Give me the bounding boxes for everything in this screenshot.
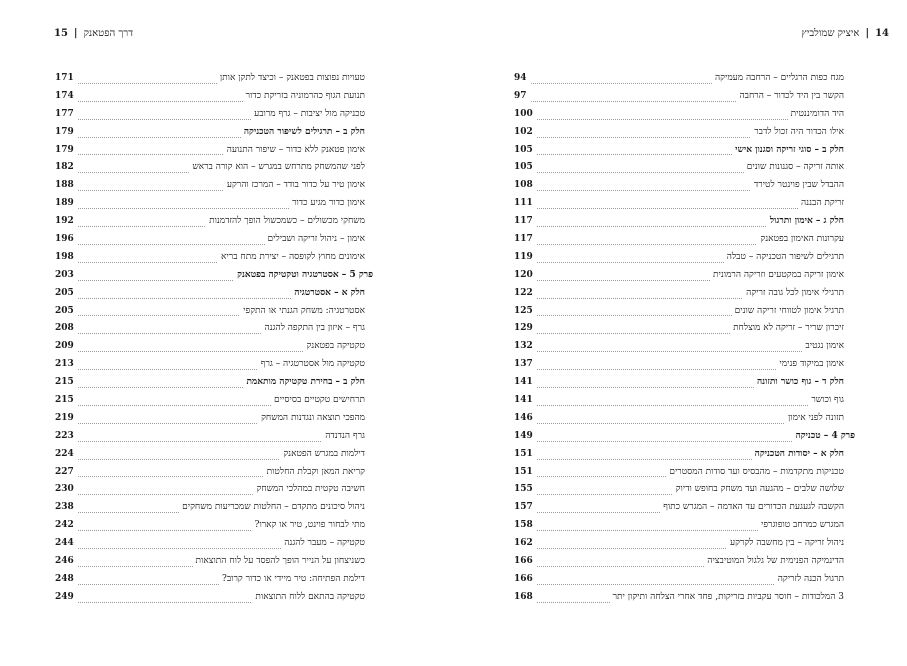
toc-entry (514, 464, 844, 482)
entry-title: 3 המלכודות – חוסר עקביות בזריקות, פחד אחרי הצלחה ותיקון יתר (610, 589, 844, 607)
entry-title: חלק ב – תרגילים לשיפור הטכניקה (241, 124, 365, 142)
entry-title: תנועת הגוף כהרמוניה בזריקת כדור (243, 88, 365, 106)
entry-page-number: 208 (55, 320, 77, 338)
entry-page-number: 188 (55, 177, 77, 195)
entry-page-number: 117 (514, 213, 536, 231)
page-number: 15 (54, 28, 68, 39)
entry-title: טעויות נפוצות בפטאנק – וכיצד לתקן אותן (217, 70, 365, 88)
toc-entry (514, 124, 844, 142)
entry-title: אימון פטאנק ללא כדור – שיפור התנועה (224, 142, 365, 160)
entry-title: ניהול סיכונים מתקדם – החלטות שמכריעות משחקים (179, 499, 365, 517)
entry-page-number: 94 (514, 70, 530, 88)
entry-title: דילמות במגרש הפטאנק (280, 446, 365, 464)
entry-title: פרק 5 – אסטרטגיה וטקטיקה בפטאנק (234, 267, 373, 285)
entry-title: תרגילים לשיפור הטכניקה – טבלה (724, 249, 844, 267)
entry-page-number: 132 (514, 338, 536, 356)
running-header (54, 28, 133, 39)
toc-entry (514, 338, 844, 356)
entry-title: ההבדל שבין פוינטר לטירד (751, 177, 844, 195)
entry-title: משחקי מכשולים – כשמכשול הופך להזדמנות (206, 213, 365, 231)
toc-entry (514, 481, 844, 499)
entry-title: זיכרון שריר – זריקה לא מוצלחת (730, 320, 844, 338)
toc-entry (514, 303, 844, 321)
entry-page-number: 166 (514, 553, 536, 571)
entry-title: תרגול הכנה לזריקה (775, 571, 844, 589)
toc-entry (514, 356, 844, 374)
toc-entry (55, 553, 365, 571)
entry-page-number: 171 (55, 70, 77, 88)
entry-page-number: 146 (514, 410, 536, 428)
entry-title: גוף וכושר (808, 392, 844, 410)
entry-page-number: 117 (514, 231, 536, 249)
entry-page-number: 192 (55, 213, 77, 231)
entry-title: לפני שהמשחק מתרחש במגרש – הוא קורה בראש (189, 159, 365, 177)
entry-page-number: 215 (55, 392, 77, 410)
entry-page-number: 224 (55, 446, 77, 464)
toc-entry (514, 285, 844, 303)
page-number: 14 (875, 28, 889, 39)
toc-section-entry (514, 213, 844, 231)
toc-entry (55, 88, 365, 106)
entry-page-number: 168 (514, 589, 536, 607)
toc-entry (514, 320, 844, 338)
entry-page-number: 155 (514, 481, 536, 499)
toc-entry (514, 159, 844, 177)
header-separator: | (73, 28, 78, 39)
entry-page-number: 108 (514, 177, 536, 195)
toc-entry (55, 517, 365, 535)
entry-title: חלק ב – בחירת טקטיקה מותאמת (243, 374, 365, 392)
toc-entry (55, 177, 365, 195)
entry-page-number: 196 (55, 231, 77, 249)
toc-section-entry (514, 446, 844, 464)
toc-entry (514, 410, 844, 428)
entry-title: המגרש כמרחב טופוגרפי (758, 517, 844, 535)
toc-entry (514, 231, 844, 249)
entry-title: היד הדומיננטית (788, 106, 844, 124)
entry-title: תזונה לפני אימון (785, 410, 844, 428)
entry-page-number: 97 (514, 88, 530, 106)
entry-title: טקטיקה מול אסטרטגיה – גרף (258, 356, 365, 374)
entry-title: אותה זריקה – סגנונות שונים (744, 159, 844, 177)
toc-section-entry (514, 374, 844, 392)
entry-title: הקשר בין היד לכדור – הרחבה (736, 88, 844, 106)
entry-title: גרף – איזון בין התקפה להגנה (261, 320, 365, 338)
entry-page-number: 100 (514, 106, 536, 124)
entry-page-number: 129 (514, 320, 536, 338)
entry-title: טקטיקה בהתאם ללוח התוצאות (252, 589, 365, 607)
entry-title: טכניקות מתקדמות – מהבסיס ועד סודות המסטרים (666, 464, 844, 482)
toc-entry (514, 499, 844, 517)
entry-title: תרחישים טקטיים בסיסיים (271, 392, 365, 410)
entry-title: טכניקה מול יציבות – גרף מרובע (251, 106, 365, 124)
entry-title: פרק 4 – טכניקה (793, 428, 855, 446)
toc-entry (514, 106, 844, 124)
toc-entry (55, 159, 365, 177)
dot-leader (528, 351, 844, 352)
right-page (486, 0, 907, 666)
entry-title: קריאת המאן וקבלת החלטות (264, 464, 365, 482)
entry-page-number: 151 (514, 464, 536, 482)
entry-title: חלק א – יסודות הטכניקה (752, 446, 844, 464)
toc-list (55, 70, 373, 607)
entry-page-number: 179 (55, 142, 77, 160)
toc-chapter-entry (514, 428, 855, 446)
entry-page-number: 119 (514, 249, 536, 267)
toc-entry (514, 267, 844, 285)
toc-entry (55, 392, 365, 410)
entry-title: אימון – ניהול זריקה ושבילים (265, 231, 365, 249)
toc-entry (514, 177, 844, 195)
toc-chapter-entry (55, 267, 373, 285)
entry-page-number: 213 (55, 356, 77, 374)
entry-title: ניהול זריקה – בין מחשבה לקרקע (727, 535, 844, 553)
entry-title: חלק ב – סוגי זריקה וסגנון אישי (732, 142, 844, 160)
toc-entry (55, 464, 365, 482)
toc-entry (514, 70, 844, 88)
toc-entry (55, 535, 365, 553)
toc-section-entry (55, 374, 365, 392)
toc-entry (55, 70, 365, 88)
entry-title: עקרונות האימון בפטאנק (757, 231, 844, 249)
entry-page-number: 166 (514, 571, 536, 589)
toc-entry (514, 88, 844, 106)
entry-title: מהפכי תוצאה ונגדנות המשחק (258, 410, 365, 428)
entry-page-number: 249 (55, 589, 77, 607)
entry-page-number: 120 (514, 267, 536, 285)
entry-page-number: 141 (514, 374, 536, 392)
toc-list (514, 70, 855, 607)
entry-page-number: 230 (55, 481, 77, 499)
entry-page-number: 205 (55, 285, 77, 303)
entry-page-number: 205 (55, 303, 77, 321)
toc-entry (514, 535, 844, 553)
entry-title: אימון טיר על כדור בודד – המרכז והרקע (224, 177, 365, 195)
entry-title: אסטרטגיה: משחק הגנתי או התקפי (240, 303, 365, 321)
author-name: איציק שמולביץ (801, 28, 860, 39)
entry-page-number: 203 (55, 267, 77, 285)
toc-section-entry (55, 124, 365, 142)
entry-title: טקטיקה – מעבר להגנה (281, 535, 365, 553)
dot-leader (528, 405, 844, 406)
entry-page-number: 219 (55, 410, 77, 428)
toc-entry (55, 338, 365, 356)
entry-page-number: 189 (55, 195, 77, 213)
entry-title: תרגילי אימון לכל גובה זריקה (743, 285, 844, 303)
entry-page-number: 223 (55, 428, 77, 446)
toc-entry (55, 428, 365, 446)
toc-entry (55, 499, 365, 517)
entry-page-number: 227 (55, 464, 77, 482)
entry-title: מגח כפות הרגליים – הרחבה מעמיקה (712, 70, 844, 88)
toc-entry (514, 571, 844, 589)
entry-title: אימון נגטיב (802, 338, 844, 356)
toc-entry (514, 195, 844, 213)
toc-entry (55, 249, 365, 267)
entry-page-number: 215 (55, 374, 77, 392)
entry-title: הדינמיקה הפנימית של גלגול המוטיבציה (704, 553, 844, 571)
toc-entry (55, 142, 365, 160)
entry-title: אימונים מחוץ לקופסה – יצירת מתח בריא (218, 249, 365, 267)
entry-page-number: 157 (514, 499, 536, 517)
entry-page-number: 105 (514, 159, 536, 177)
entry-page-number: 209 (55, 338, 77, 356)
entry-page-number: 151 (514, 446, 536, 464)
entry-title: חשיבה טקטית במהלכי המשחק (253, 481, 365, 499)
entry-page-number: 162 (514, 535, 536, 553)
toc-entry (55, 356, 365, 374)
entry-page-number: 177 (55, 106, 77, 124)
entry-page-number: 105 (514, 142, 536, 160)
entry-page-number: 102 (514, 124, 536, 142)
entry-title: אימון זריקה במקטעים וזריקה הרמונית (710, 267, 844, 285)
entry-title: מתי לבחור פוינט, טיר או קארו? (252, 517, 365, 535)
entry-page-number: 149 (514, 428, 536, 446)
toc-entry (55, 213, 365, 231)
toc-entry (55, 410, 365, 428)
entry-title: חלק ד – גוף כושר ותזונה (754, 374, 844, 392)
entry-title: חלק א – אסטרטגיה (291, 285, 365, 303)
entry-title: כשניצחון על הנייר הופך להפסד על לוח התוצאות (193, 553, 365, 571)
toc-entry (55, 481, 365, 499)
toc-entry (514, 589, 844, 607)
entry-page-number: 122 (514, 285, 536, 303)
toc-entry (55, 320, 365, 338)
header-separator: | (865, 28, 870, 39)
entry-page-number: 137 (514, 356, 536, 374)
entry-title: זריקת הבננה (798, 195, 844, 213)
entry-page-number: 174 (55, 88, 77, 106)
entry-page-number: 179 (55, 124, 77, 142)
entry-title: הקשבה לגעגעת הכדורים עד האדמה – המגרש כתוף (660, 499, 844, 517)
entry-page-number: 182 (55, 159, 77, 177)
entry-title: גרף הנדנדה (322, 428, 365, 446)
toc-entry (514, 249, 844, 267)
toc-entry (514, 553, 844, 571)
entry-title: אימון במיקוד פנימי (776, 356, 844, 374)
toc-entry (55, 195, 365, 213)
toc-entry (55, 446, 365, 464)
entry-page-number: 125 (514, 303, 536, 321)
entry-page-number: 238 (55, 499, 77, 517)
entry-page-number: 242 (55, 517, 77, 535)
entry-page-number: 141 (514, 392, 536, 410)
toc-entry (514, 392, 844, 410)
toc-entry (55, 589, 365, 607)
entry-title: שלושה שלבים – מהגעה ועד משחק בחופש ודיוק (673, 481, 844, 499)
entry-title: תרגיל אימון לטווחי זריקה שונים (732, 303, 844, 321)
toc-entry (55, 106, 365, 124)
entry-title: דילמת הפתיחה: טיר מיידי או כדור קרוב? (219, 571, 365, 589)
entry-title: טקטיקה בפטאנק (303, 338, 365, 356)
toc-section-entry (55, 285, 365, 303)
entry-page-number: 248 (55, 571, 77, 589)
toc-entry (514, 517, 844, 535)
toc-section-entry (514, 142, 844, 160)
entry-page-number: 246 (55, 553, 77, 571)
dot-leader (528, 208, 844, 209)
entry-page-number: 198 (55, 249, 77, 267)
book-title: דרך הפטאנק (83, 28, 134, 39)
running-header (802, 28, 889, 39)
entry-page-number: 111 (514, 195, 536, 213)
entry-title: אילו הכדור היה זכול לדבר (751, 124, 844, 142)
entry-page-number: 158 (514, 517, 536, 535)
entry-title: חלק ג – אימון ותרגול (767, 213, 844, 231)
entry-page-number: 244 (55, 535, 77, 553)
toc-entry (55, 231, 365, 249)
left-page (0, 0, 453, 666)
dot-leader (69, 441, 365, 442)
toc-entry (55, 303, 365, 321)
toc-entry (55, 571, 365, 589)
entry-title: אימון כדור מגיע כדור (289, 195, 365, 213)
